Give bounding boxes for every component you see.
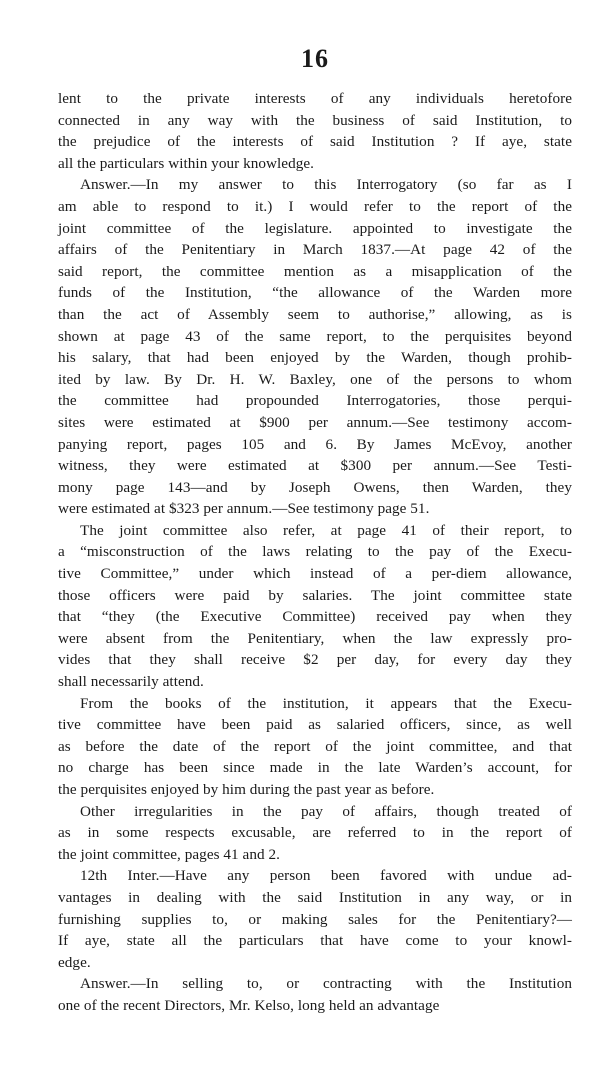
text-line: lent to the private interests of any individuals heretofore (58, 90, 572, 107)
text-line: his salary, that had been enjoyed by the Warden, though prohib- (58, 349, 572, 367)
text-line: shown at page 43 of the same report, to the perquisites beyond (58, 327, 572, 345)
text-line: tive committee have been paid as salaried officers, since, as well (58, 716, 572, 734)
paragraph-p2 (58, 174, 572, 520)
page-number: 16 (301, 44, 329, 73)
text-line: Answer.—In my answer to this Interrogatory (so far as I (80, 176, 572, 194)
text-line: witness, they were estimated at $300 per annum.—See Testi- (58, 457, 572, 475)
text-line: the prejudice of the interests of said Institution ? If aye, state (58, 133, 572, 151)
text-line: shall necessarily attend. (58, 673, 204, 691)
text-line: From the books of the institution, it appears that the Execu- (80, 694, 572, 712)
text-line: vides that they shall receive $2 per day, for every day they (58, 651, 572, 669)
text-line: said report, the committee mention as a misapplication of the (58, 262, 572, 280)
text-line: Other irregularities in the pay of affairs, though treated of (80, 802, 572, 820)
text-line: sites were estimated at $900 per annum.—See testimony accom- (58, 413, 572, 431)
text-line: The joint committee also refer, at page 41 of their report, to (80, 521, 572, 539)
text-line: were estimated at $323 per annum.—See testimony page 51. (58, 500, 430, 518)
text-line: affairs of the Penitentiary in March 1837.—At page 42 of the (58, 241, 572, 259)
text-line: ited by law. By Dr. H. W. Baxley, one of the persons to whom (58, 370, 572, 388)
text-line: joint committee of the legislature. appointed to investigate the (58, 219, 572, 237)
text-line: mony page 143—and by Joseph Owens, then Warden, they (58, 478, 572, 496)
text-line: vantages in dealing with the said Institution in any way, or in (58, 888, 572, 906)
text-line: than the act of Assembly seem to authorise,” allowing, as is (58, 305, 572, 323)
text-line: the perquisites enjoyed by him during the past year as before. (58, 781, 435, 798)
paragraph-p7 (58, 973, 572, 1016)
text-line: that “they (the Executive Committee) received pay when they (58, 608, 572, 626)
paragraph-p6 (58, 865, 572, 973)
text-line: 12th Inter.—Have any person been favored with undue ad- (80, 867, 572, 885)
text-line: one of the recent Directors, Mr. Kelso, long held an advantage (58, 996, 440, 1014)
text-line: all the particulars within your knowledge. (58, 154, 315, 172)
text-line: Answer.—In selling to, or contracting with the Institution (80, 975, 572, 993)
text-line: a “misconstruction of the laws relating to the pay of the Execu- (58, 543, 572, 561)
paragraph-p4 (58, 693, 572, 801)
text-line: furnishing supplies to, or making sales for the Penitentiary?— (58, 910, 572, 928)
text-line: edge. (58, 953, 91, 971)
body-text (58, 88, 572, 1017)
text-line: funds of the Institution, “the allowance of the Warden more (58, 284, 572, 302)
paragraph-p5 (58, 801, 572, 866)
paragraph-p3 (58, 520, 572, 693)
text-line: no charge has been since made in the late Warden’s account, for (58, 759, 572, 777)
text-line: the joint committee, pages 41 and 2. (58, 845, 280, 863)
text-line: as in some respects excusable, are referred to in the report of (58, 824, 572, 842)
text-line: am able to respond to it.) I would refer to the report of the (58, 197, 572, 215)
text-line: tive Committee,” under which instead of a per-diem allowance, (58, 565, 572, 583)
text-line: connected in any way with the business of said Institution, to (58, 111, 572, 129)
text-line: the committee had propounded Interrogatories, those perqui- (58, 392, 572, 410)
text-line: were absent from the Penitentiary, when the law expressly pro- (58, 629, 572, 647)
text-line: those officers were paid by salaries. The joint committee state (58, 586, 572, 604)
text-line: If aye, state all the particulars that have come to your knowl- (58, 932, 572, 950)
text-line: panying report, pages 105 and 6. By James McEvoy, another (58, 435, 572, 453)
paragraph-p1 (58, 88, 572, 174)
text-line: as before the date of the report of the joint committee, and that (58, 737, 572, 755)
